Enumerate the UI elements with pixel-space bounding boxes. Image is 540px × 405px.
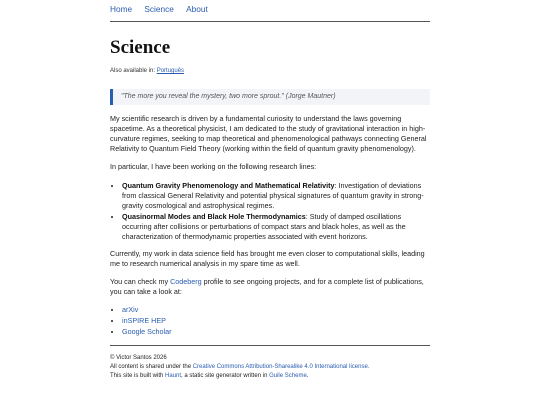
research-line-text: : Investigation of deviations from classical General Relativity and potential physical signatures of quantum gravity in strong-gravity cosmological and astrophysical regimes. [122,180,424,210]
research-lines-intro: In particular, I have been working on the following research lines: [110,162,317,172]
footer [110,345,430,381]
portuguese-link[interactable]: Português [156,68,185,75]
inspire-hep-link[interactable]: inSPIRE HEP [122,316,166,326]
publications-list [110,305,430,337]
check-text-prefix: You can check my [110,277,171,287]
intro-paragraph: My scientific research is driven by a fundamental curiosity to understand the laws governing spacetime. As a theoretical physicist, I am dedicated to the study of gravitational interaction in high-curvature regimes, seeking to map theoretical and phenomenological pathways connecting General Relativity to Quantum Field Theory (working within the field of quantum gravity phenomenology). [110,114,427,154]
built-mid: , a static site generator written in [181,372,270,379]
built-prefix: This site is built with [110,372,166,379]
data-science-paragraph: Currently, my work in data science field has brought me even closer to computational skills, leading me to research numerical analysis in my spare time as well. [110,249,425,269]
arxiv-link[interactable]: arXiv [122,305,139,315]
research-line-title: Quantum Gravity Phenomenology and Mathematical Relativity [122,180,335,190]
nav-home-link[interactable]: Home [110,4,133,14]
guile-scheme-link[interactable]: Guile Scheme [269,372,307,379]
nav-about-link[interactable]: About [186,4,208,14]
list-item [122,212,430,242]
language-note-label: Also available in: [110,68,156,75]
check-text-suffix: profile to see ongoing projects, and for a complete list of publications, you can take a look at: [110,277,424,297]
research-line-text: : Study of damped oscillations occurring after collisions or perturbations of compact stars and black holes, as well as the characterization of thermodynamic properties associated with event horizons. [122,211,406,241]
license-link[interactable]: Creative Commons Attribution-Sharealike 4.0 International license. [192,363,370,370]
research-line-title: Quasinormal Modes and Black Hole Thermodynamics [122,211,306,221]
list-item [122,327,430,337]
built-suffix: . [306,372,309,379]
language-note [110,67,430,75]
haunt-link[interactable]: Haunt [165,372,182,379]
page-wrapper [110,0,430,381]
copyright-text: © Victor Santos 2026 [110,354,167,361]
research-lines-list [110,181,430,242]
google-scholar-link[interactable]: Google Scholar [122,327,172,337]
license-prefix: All content is shared under the [110,363,193,370]
list-item [122,181,430,211]
check-paragraph [110,277,430,297]
nav-science-link[interactable]: Science [144,4,174,14]
quote-block: "The more you reveal the mystery, two more sprout." (Jorge Mautner) [110,89,430,105]
top-nav [110,0,430,22]
list-item [122,316,430,326]
page-title: Science [110,37,171,58]
list-item [122,305,430,315]
built-with-line [110,372,430,381]
codeberg-link[interactable]: Codeberg [170,277,202,287]
license-line [110,363,430,372]
